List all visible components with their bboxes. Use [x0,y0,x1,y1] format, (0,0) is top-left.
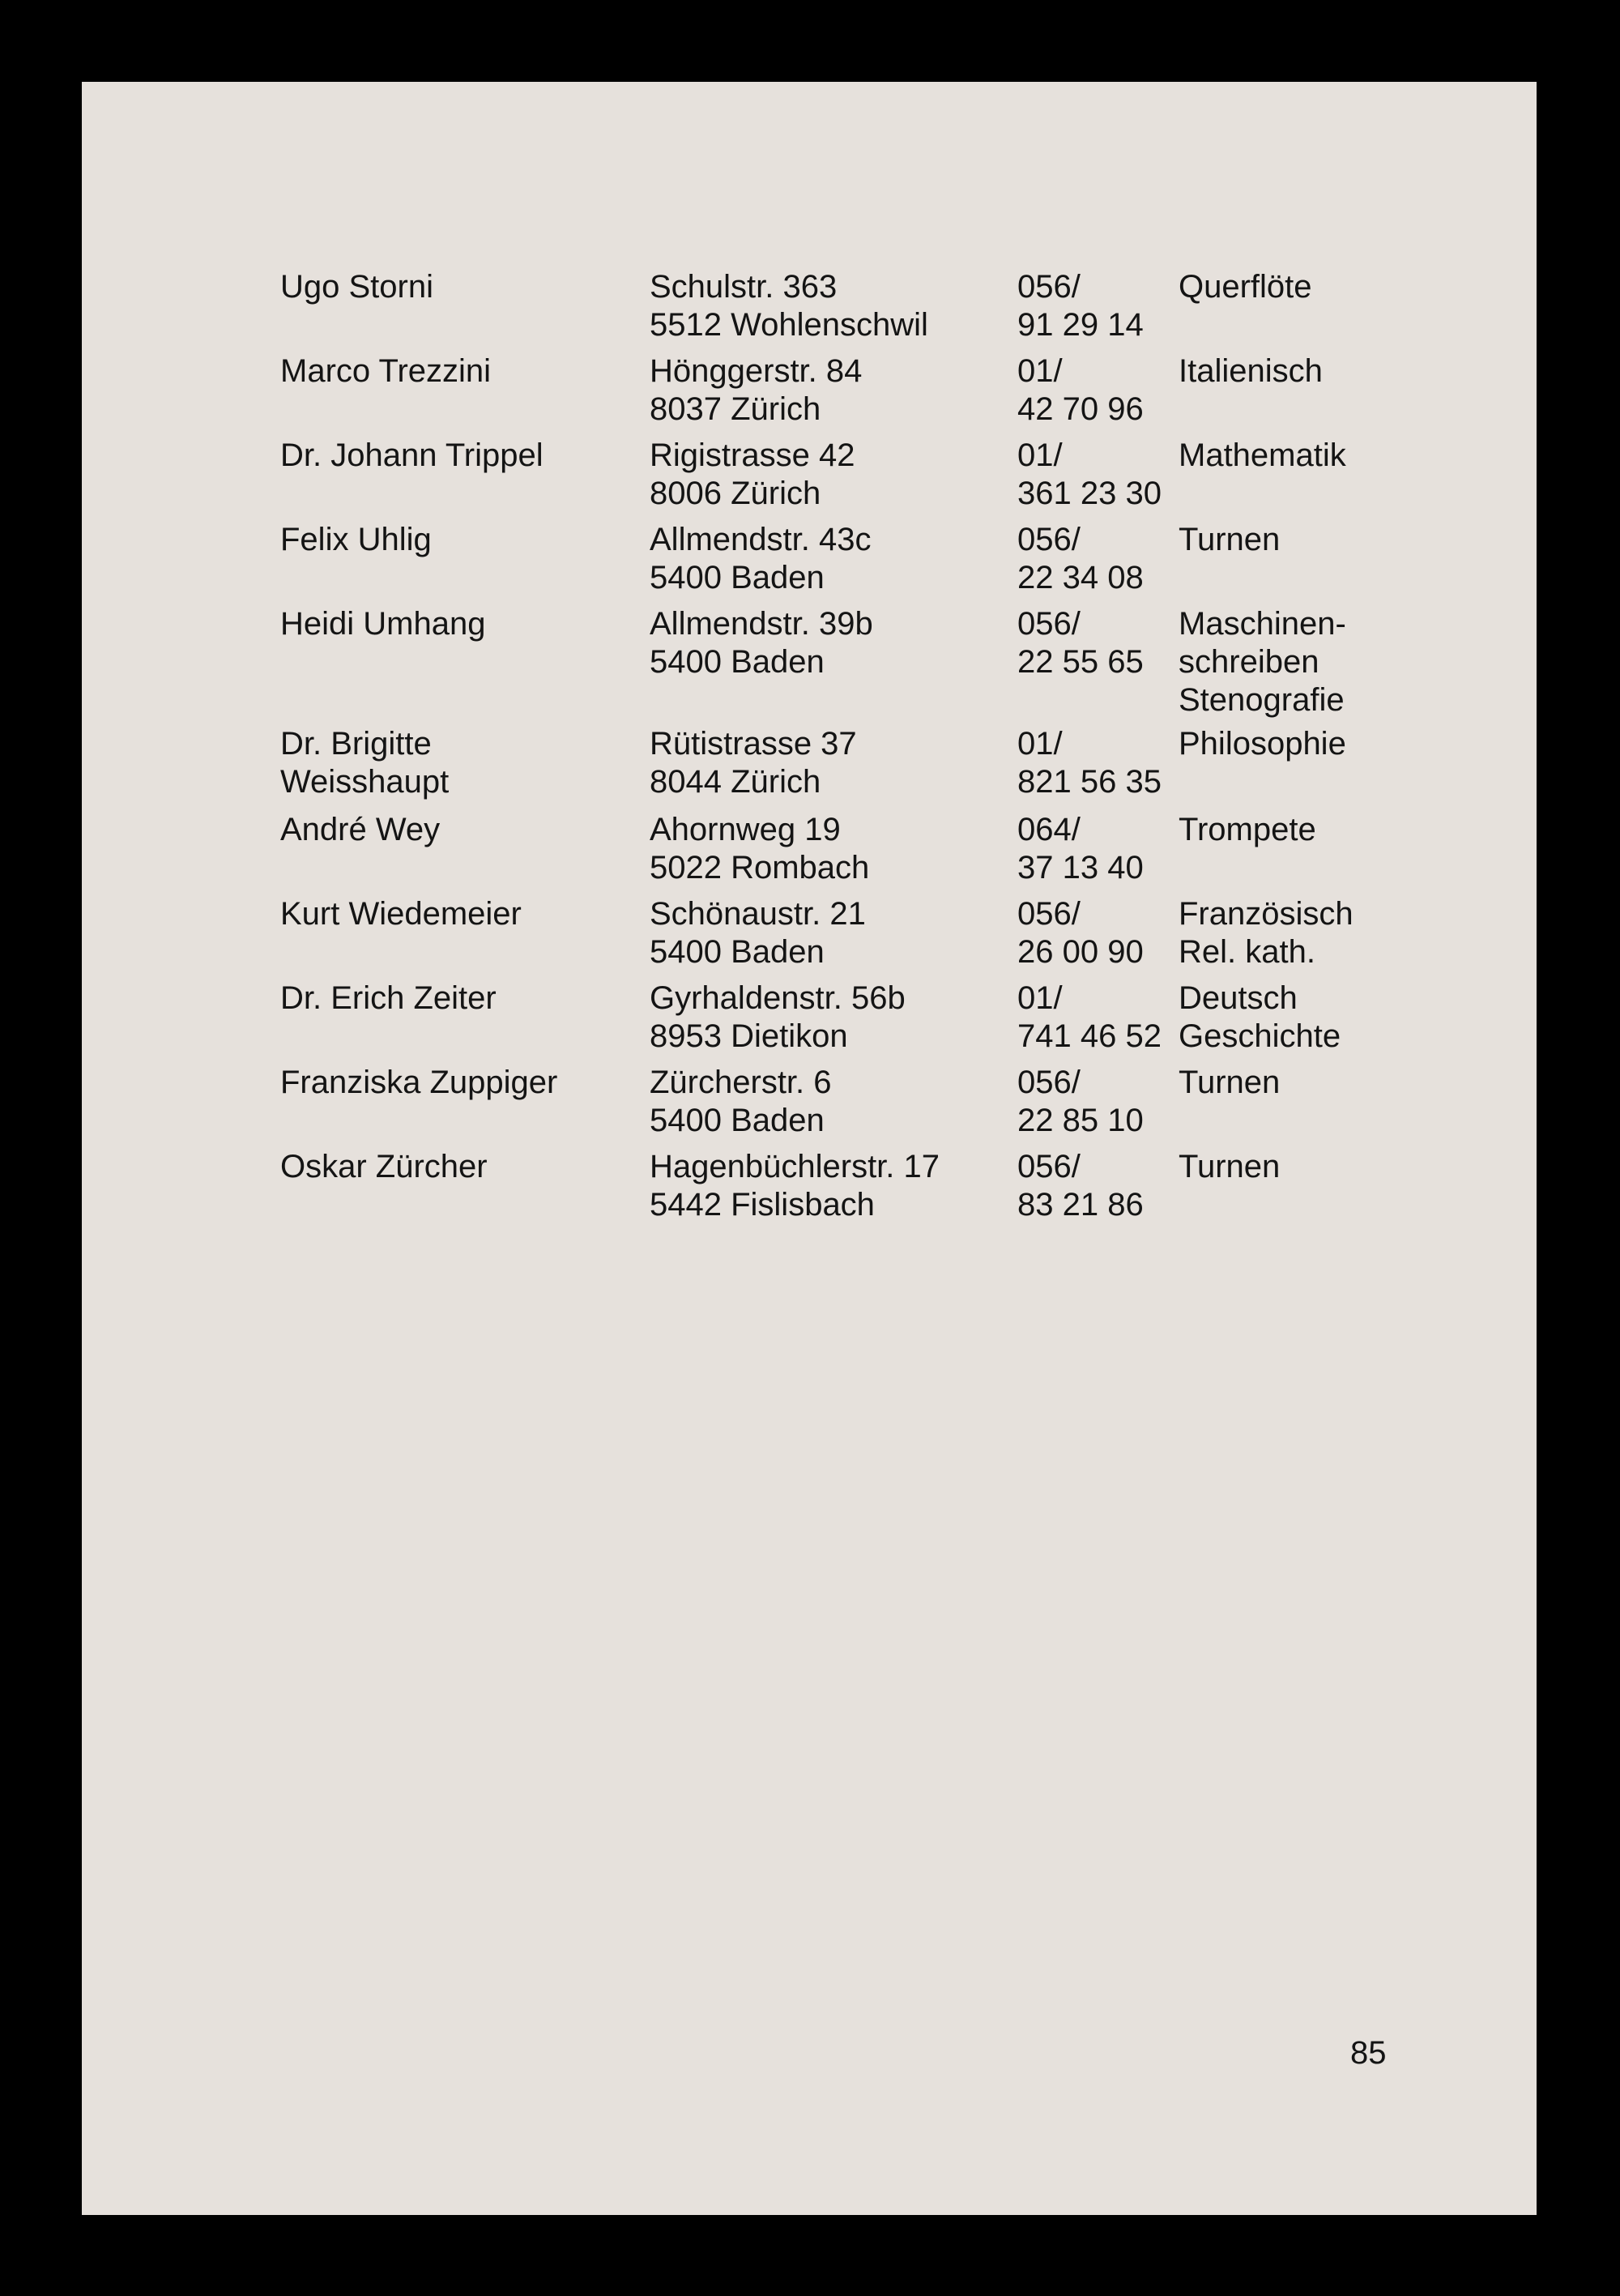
entry-subject [1179,268,1312,306]
entry-street: Rigistrasse 42 [650,437,855,473]
entry-address [650,521,871,597]
entry-subject-line: Geschichte [1179,1018,1341,1054]
entry-name-line: Franziska Zuppiger [280,1065,558,1100]
entry-area-code: 056/ [1017,522,1081,557]
entry-subject-line: Französisch [1179,896,1354,932]
entry-subject [1179,725,1346,763]
entry-subject [1179,437,1346,475]
entry-number: 22 85 10 [1017,1103,1144,1138]
teacher-directory [280,268,1479,1232]
entry-street: Rütistrasse 37 [650,726,857,762]
entry-subject-line: Rel. kath. [1179,934,1315,970]
entry-number: 361 23 30 [1017,476,1162,511]
page-number: 85 [1350,2035,1387,2071]
entry-city: 5400 Baden [650,560,825,595]
entry-address [650,811,869,887]
entry-phone [1017,725,1162,801]
entry-street: Hagenbüchlerstr. 17 [650,1149,940,1184]
entry-phone [1017,979,1162,1056]
entry-address [650,352,862,429]
entry-address [650,437,855,513]
entry-area-code: 01/ [1017,726,1063,762]
entry-area-code: 056/ [1017,1065,1081,1100]
entry-subject [1179,1148,1280,1186]
entry-subject-line: Maschinen- [1179,606,1346,642]
entry-address [650,725,857,801]
entry-area-code: 056/ [1017,269,1081,305]
directory-entry [280,979,1479,1064]
entry-area-code: 01/ [1017,437,1063,473]
entry-city: 5442 Fislisbach [650,1187,875,1223]
directory-entry [280,895,1479,979]
entry-subject [1179,1064,1280,1102]
entry-address [650,1064,832,1140]
entry-street: Ahornweg 19 [650,812,841,847]
entry-phone [1017,437,1162,513]
entry-name-line: André Wey [280,812,441,847]
entry-address [650,895,866,971]
directory-entry [280,725,1479,811]
entry-phone [1017,1148,1144,1224]
entry-subject-line: Philosophie [1179,726,1346,762]
entry-address [650,268,928,344]
directory-entry [280,352,1479,437]
directory-entry [280,1148,1479,1232]
entry-subject-line: Mathematik [1179,437,1346,473]
entry-name [280,895,522,933]
entry-name-line: Oskar Zürcher [280,1149,488,1184]
entry-subject [1179,605,1346,719]
entry-address [650,605,873,681]
entry-phone [1017,811,1144,887]
entry-number: 22 55 65 [1017,644,1144,680]
entry-subject-line: Turnen [1179,1065,1281,1100]
entry-city: 5400 Baden [650,934,825,970]
entry-name-line: Ugo Storni [280,269,433,305]
entry-phone [1017,352,1144,429]
entry-subject-line: schreiben [1179,644,1319,680]
entry-city: 8037 Zürich [650,391,821,427]
entry-subject-line: Turnen [1179,1149,1281,1184]
entry-number: 26 00 90 [1017,934,1144,970]
entry-phone [1017,268,1144,344]
entry-street: Schulstr. 363 [650,269,838,305]
entry-phone [1017,605,1144,681]
entry-city: 5022 Rombach [650,850,870,886]
entry-street: Allmendstr. 39b [650,606,873,642]
entry-city: 8006 Zürich [650,476,821,511]
directory-entry [280,811,1479,895]
directory-entry [280,605,1479,725]
entry-number: 22 34 08 [1017,560,1144,595]
entry-city: 5512 Wohlenschwil [650,307,928,343]
entry-area-code: 056/ [1017,896,1081,932]
entry-name [280,352,491,390]
entry-number: 37 13 40 [1017,850,1144,886]
entry-name [280,1064,557,1102]
entry-phone [1017,895,1144,971]
entry-name [280,725,449,801]
entry-phone [1017,1064,1144,1140]
entry-name [280,605,485,643]
entry-number: 821 56 35 [1017,764,1162,800]
entry-name-line: Marco Trezzini [280,353,492,389]
entry-name [280,268,433,306]
entry-area-code: 056/ [1017,1149,1081,1184]
entry-name [280,811,440,849]
directory-entry [280,268,1479,352]
entry-street: Zürcherstr. 6 [650,1065,832,1100]
entry-subject-line: Stenografie [1179,682,1345,718]
entry-number: 83 21 86 [1017,1187,1144,1223]
entry-name-line: Dr. Brigitte [280,726,432,762]
entry-name [280,437,544,475]
entry-subject [1179,979,1341,1056]
entry-city: 8953 Dietikon [650,1018,848,1054]
entry-subject-line: Deutsch [1179,980,1298,1016]
entry-name-line: Kurt Wiedemeier [280,896,522,932]
document-page [82,82,1537,2215]
entry-subject-line: Italienisch [1179,353,1323,389]
entry-address [650,979,906,1056]
entry-street: Allmendstr. 43c [650,522,872,557]
entry-city: 5400 Baden [650,644,825,680]
entry-subject-line: Turnen [1179,522,1281,557]
entry-street: Hönggerstr. 84 [650,353,863,389]
entry-name-line: Felix Uhlig [280,522,432,557]
entry-name-line: Weisshaupt [280,764,450,800]
entry-name [280,979,497,1018]
entry-city: 8044 Zürich [650,764,821,800]
entry-street: Gyrhaldenstr. 56b [650,980,906,1016]
entry-name-line: Dr. Erich Zeiter [280,980,497,1016]
entry-subject [1179,895,1354,971]
entry-area-code: 01/ [1017,353,1063,389]
entry-area-code: 064/ [1017,812,1081,847]
entry-city: 5400 Baden [650,1103,825,1138]
entry-area-code: 056/ [1017,606,1081,642]
entry-number: 42 70 96 [1017,391,1144,427]
entry-subject [1179,521,1280,559]
entry-subject [1179,811,1316,849]
entry-number: 91 29 14 [1017,307,1144,343]
entry-name [280,521,432,559]
entry-number: 741 46 52 [1017,1018,1162,1054]
entry-address [650,1148,940,1224]
directory-entry [280,437,1479,521]
directory-entry [280,1064,1479,1148]
entry-street: Schönaustr. 21 [650,896,866,932]
entry-phone [1017,521,1144,597]
entry-name-line: Dr. Johann Trippel [280,437,544,473]
entry-subject [1179,352,1323,390]
entry-area-code: 01/ [1017,980,1063,1016]
directory-entry [280,521,1479,605]
entry-subject-line: Querflöte [1179,269,1312,305]
entry-subject-line: Trompete [1179,812,1316,847]
entry-name-line: Heidi Umhang [280,606,486,642]
entry-name [280,1148,488,1186]
